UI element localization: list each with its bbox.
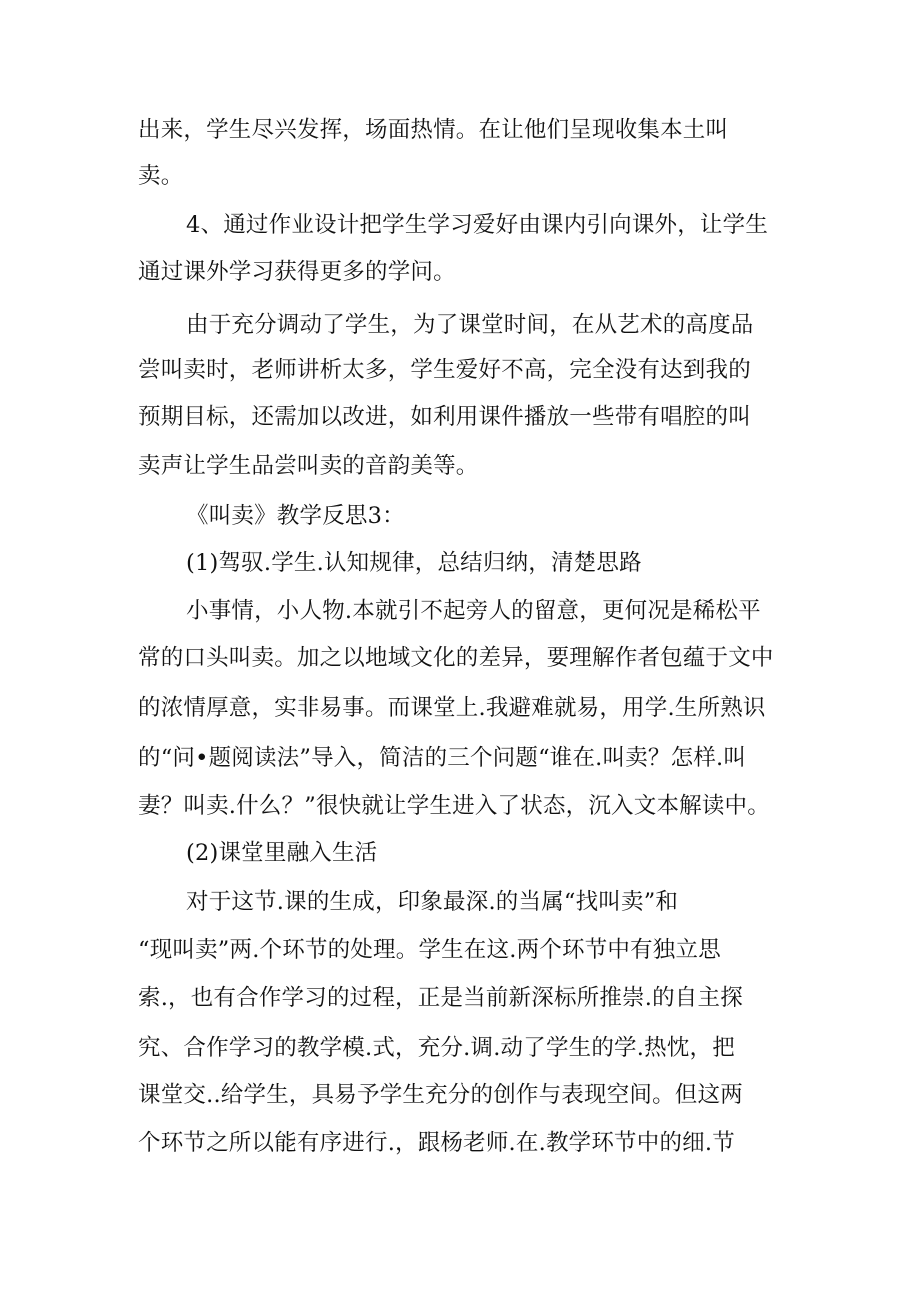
text-line: 预期目标，还需加以改进，如利用课件播放一些带有唱腔的叫 <box>138 404 751 430</box>
text-line: 卖声让学生品尝叫卖的音韵美等。 <box>138 453 479 479</box>
text-line: 个环节之所以能有序进行.，跟杨老师.在.教学环节中的细.节 <box>138 1130 735 1156</box>
text-line: 出来，学生尽兴发挥，场面热情。在让他们呈现收集本土叫 <box>138 117 729 143</box>
text-line: 通过课外学习获得更多的学问。 <box>138 259 456 285</box>
text-line: 4、通过作业设计把学生学习爱好由课内引向课外，让学生 <box>186 212 769 238</box>
text-line: 课堂交..给学生，具易予学生充分的创作与表现空间。但这两 <box>138 1082 743 1108</box>
text-line: 小事情，小人物.本就引不起旁人的留意，更何况是稀松平 <box>186 598 761 624</box>
text-line: 的“问•题阅读法”导入，简洁的三个问题“谁在.叫卖？怎样.叫 <box>138 745 747 771</box>
subheading: (2)课堂里融入生活 <box>186 840 378 866</box>
text-line: 的浓情厚意，实非易事。而课堂上.我避难就易，用学.生所熟识 <box>138 695 766 721</box>
text-line: 卖。 <box>138 163 184 189</box>
text-line: 由于充分调动了学生，为了课堂时间，在从艺术的高度品 <box>186 312 754 338</box>
section-heading: 《叫卖》教学反思3： <box>186 503 405 529</box>
text-line: 尝叫卖时，老师讲析太多，学生爱好不高，完全没有达到我的 <box>138 357 751 383</box>
subheading: (1)驾驭.学生.认知规律，总结归纳，清楚思路 <box>186 550 642 576</box>
text-line: 常的口头叫卖。加之以地域文化的差异，要理解作者包蕴于文中 <box>138 645 774 671</box>
text-line: “现叫卖”两.个环节的处理。学生在这.两个环节中有独立思 <box>138 937 721 963</box>
text-line: 妻？叫卖.什么？”很快就让学生进入了状态，沉入文本解读中。 <box>138 793 770 819</box>
text-line: 究、合作学习的教学模.式，充分.调.动了学生的学.热忱，把 <box>138 1035 735 1061</box>
text-line: 对于这节.课的生成，印象最深.的当属“找叫卖”和 <box>186 889 679 915</box>
text-line: 索.，也有合作学习的过程，正是当前新深标所推崇.的自主探 <box>138 985 743 1011</box>
